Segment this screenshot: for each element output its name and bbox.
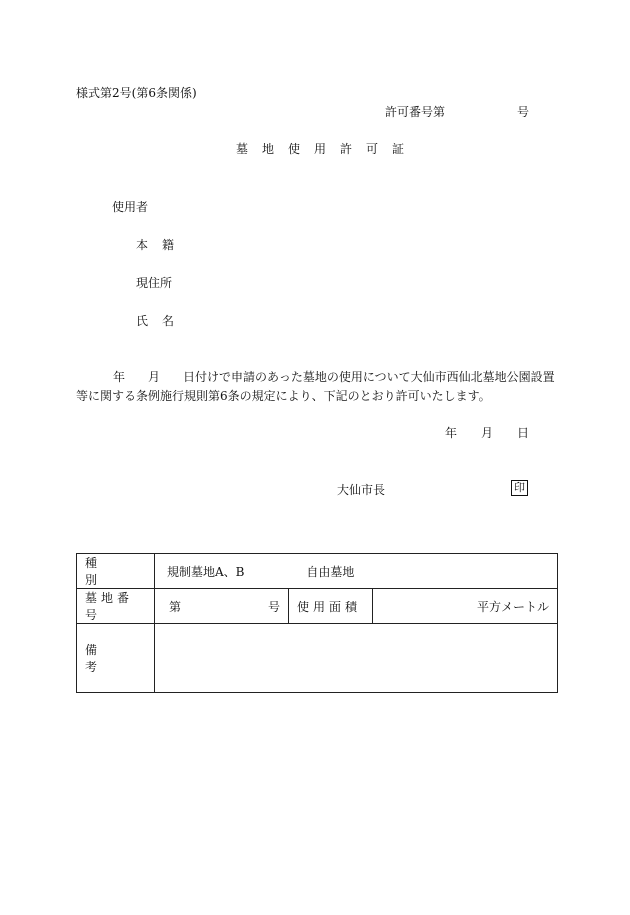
domicile-label: 本籍	[136, 238, 189, 252]
permit-details-table	[76, 553, 558, 693]
issue-date-month: 月	[481, 426, 494, 440]
type-options-cell	[155, 554, 558, 589]
body-text-line1: 日付けで申請のあった墓地の使用について大仙市西仙北墓地公園設置	[183, 370, 555, 384]
plot-number-cell	[155, 589, 289, 624]
plot-number-suffix: 号	[267, 599, 280, 614]
area-value-cell	[373, 589, 558, 624]
table-row	[77, 589, 558, 624]
permit-number-prefix: 許可番号第	[385, 105, 446, 119]
remarks-value-cell	[155, 624, 558, 693]
type-label-cell	[77, 554, 155, 589]
issue-date-year: 年	[445, 426, 458, 440]
body-date-month: 月	[148, 370, 161, 384]
issuer-title: 大仙市長	[337, 483, 386, 497]
seal-icon: 印	[511, 480, 528, 496]
area-unit: 平方メートル	[477, 599, 550, 614]
address-label: 現住所	[136, 276, 173, 290]
body-date-year: 年	[113, 370, 126, 384]
user-heading: 使用者	[112, 200, 149, 214]
form-number-label: 様式第2号(第6条関係)	[76, 86, 197, 100]
table-row	[77, 624, 558, 693]
type-label: 種別	[85, 556, 124, 587]
type-option-regulated: 規制墓地A、B	[167, 564, 245, 579]
permit-number-suffix: 号	[517, 105, 530, 119]
body-text-line2: 等に関する条例施行規則第6条の規定により、下記のとおり許可いたします。	[76, 389, 491, 403]
page-title: 墓地使用許可証	[236, 142, 419, 156]
name-label: 氏名	[136, 314, 189, 328]
table-row	[77, 554, 558, 589]
remarks-label-cell	[77, 624, 155, 693]
remarks-label: 備考	[85, 643, 124, 674]
type-option-free: 自由墓地	[306, 564, 355, 579]
issue-date-day: 日	[517, 426, 530, 440]
plot-label-cell	[77, 589, 155, 624]
area-label: 使用面積	[297, 599, 362, 614]
area-label-cell	[289, 589, 373, 624]
plot-number-prefix: 第	[169, 599, 182, 614]
plot-number-label: 墓地番号	[85, 591, 134, 622]
